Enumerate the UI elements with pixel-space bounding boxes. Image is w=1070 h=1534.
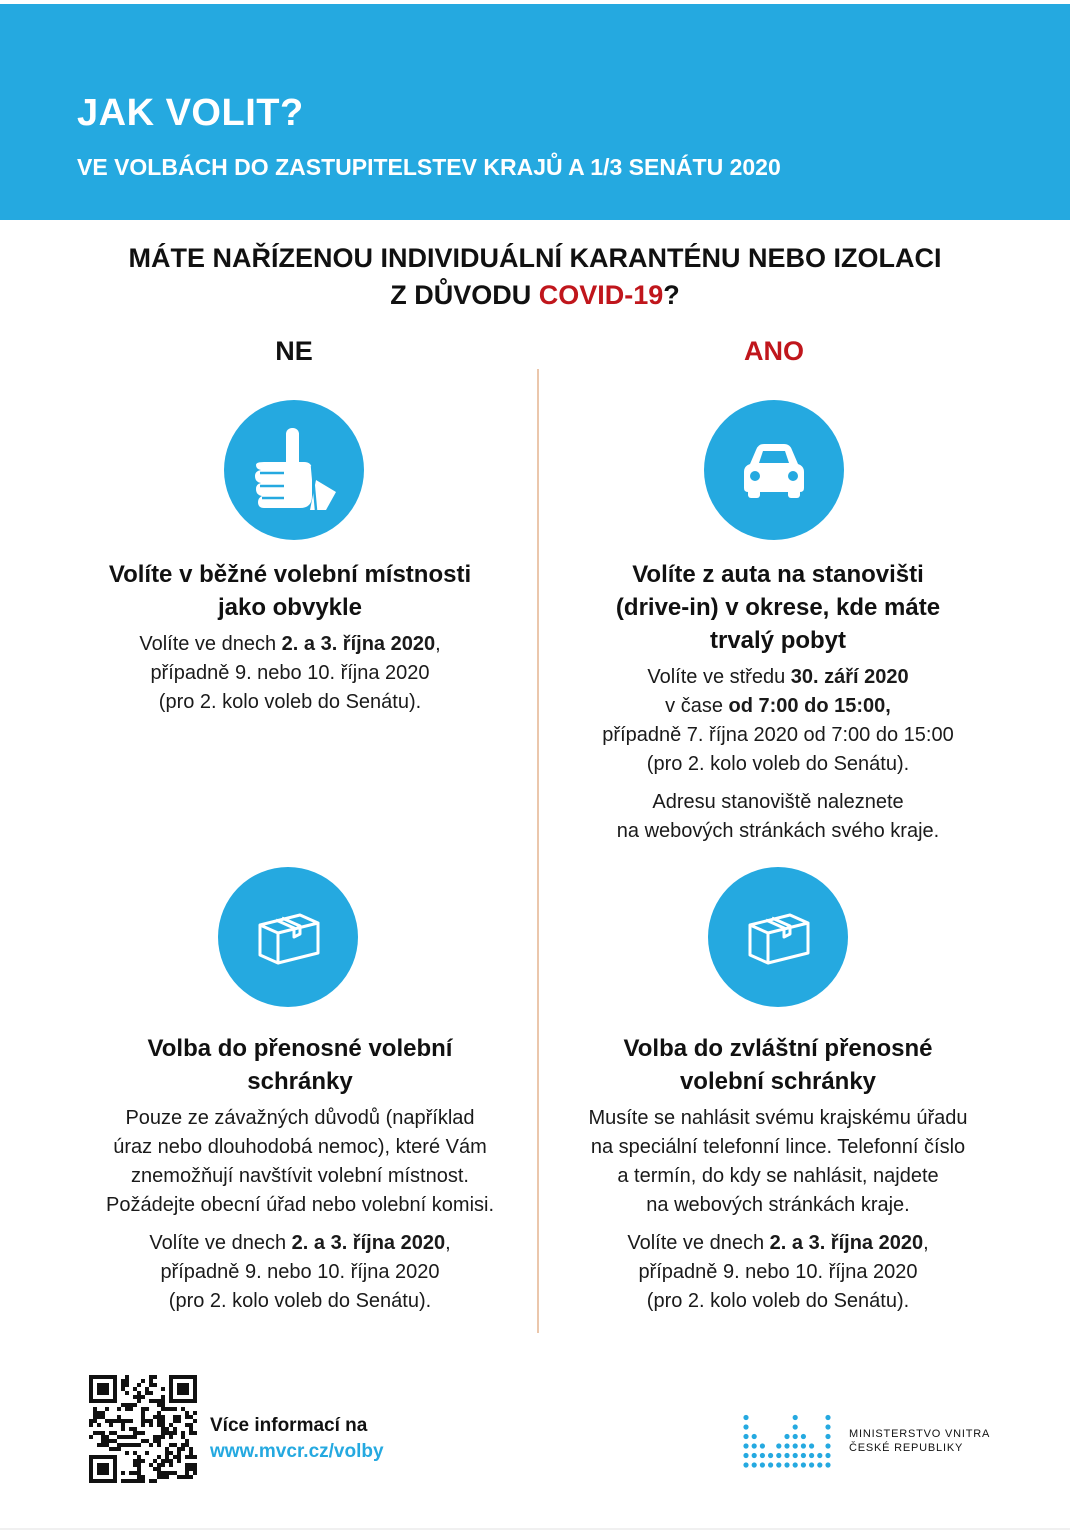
special-l1-pre: Volíte ve dnech	[627, 1232, 770, 1254]
qr-code[interactable]	[89, 1375, 197, 1483]
ministry-name	[849, 1427, 990, 1455]
box-icon	[708, 867, 848, 1007]
drivein-title-3: trvalý pobyt	[709, 627, 847, 654]
portable-l1-pre: Volíte ve dnech	[149, 1232, 292, 1254]
bottom-rule	[0, 1528, 1070, 1530]
car-icon	[704, 400, 844, 540]
drivein-title-1: Volíte z auta na stanovišti	[632, 561, 924, 588]
block-portable	[70, 1032, 530, 1316]
portable-l1-bold: 2. a 3. října 2020	[291, 1232, 446, 1254]
box-icon	[218, 867, 358, 1007]
drivein-line-1	[553, 663, 1003, 692]
regular-l1-bold: 2. a 3. října 2020	[281, 633, 436, 655]
block-drive-in	[553, 558, 1003, 846]
covid-highlight: COVID-19	[538, 280, 664, 310]
special-title-1: Volba do zvláštní přenosné	[623, 1035, 933, 1062]
special-title-2: volební schránky	[679, 1068, 877, 1095]
regular-l1-pre: Volíte ve dnech	[139, 633, 282, 655]
portable-line-2: případně 9. nebo 10. října 2020	[160, 1261, 440, 1283]
column-head-yes: ANO	[744, 336, 804, 366]
drivein-l2-bold: od 7:00 do 15:00,	[728, 695, 891, 717]
portable-line-3: (pro 2. kolo voleb do Senátu).	[168, 1290, 432, 1312]
more-info-label: Více informací na	[210, 1415, 368, 1436]
portable-desc-4: Požádejte obecní úřad nebo volební komisi.	[105, 1194, 495, 1216]
special-desc-1: Musíte se nahlásit svému krajskému úřadu	[588, 1107, 968, 1129]
page-title: JAK VOLIT?	[77, 92, 304, 134]
question-line-1: MÁTE NAŘÍZENOU INDIVIDUÁLNÍ KARANTÉNU NEBO IZOLACI	[128, 243, 942, 273]
ministry-logo-mark	[742, 1400, 834, 1472]
regular-line-2: případně 9. nebo 10. října 2020	[150, 662, 430, 684]
question-line-2	[0, 277, 1070, 314]
drivein-note-2: na webových stránkách svého kraje.	[616, 820, 940, 842]
drivein-title-2: (drive-in) v okrese, kde máte	[615, 594, 941, 621]
drivein-line-3: případně 7. října 2020 od 7:00 do 15:00	[602, 724, 954, 746]
drivein-note-1: Adresu stanoviště naleznete	[652, 791, 904, 813]
drivein-line-4: (pro 2. kolo voleb do Senátu).	[646, 753, 910, 775]
special-line-1	[553, 1229, 1003, 1258]
regular-line-3: (pro 2. kolo voleb do Senátu).	[158, 691, 422, 713]
regular-l1-post: ,	[435, 633, 441, 655]
column-head-no: NE	[275, 336, 313, 366]
portable-title-2: schránky	[247, 1068, 353, 1095]
special-desc-3: a termín, do kdy se nahlásit, najdete	[617, 1165, 939, 1187]
special-l1-post: ,	[923, 1232, 929, 1254]
page-subtitle: VE VOLBÁCH DO ZASTUPITELSTEV KRAJŮ A 1/3 SENÁTU 2020	[77, 154, 781, 180]
drivein-l1-pre: Volíte ve středu	[647, 666, 791, 688]
more-info-link[interactable]: www.mvcr.cz/volby	[210, 1441, 384, 1462]
block-special	[553, 1032, 1003, 1316]
question-suffix: ?	[663, 280, 680, 310]
main-question	[0, 240, 1070, 314]
special-line-3: (pro 2. kolo voleb do Senátu).	[646, 1290, 910, 1312]
special-desc-4: na webových stránkách kraje.	[646, 1194, 910, 1216]
regular-line-1	[70, 630, 510, 659]
block-regular	[70, 558, 510, 717]
portable-l1-post: ,	[445, 1232, 451, 1254]
drivein-l2-pre: v čase	[665, 695, 729, 717]
header-banner	[0, 4, 1070, 220]
regular-title-1: Volíte v běžné volební místnosti	[108, 561, 472, 588]
ministry-line-2: ČESKÉ REPUBLIKY	[849, 1442, 964, 1454]
question-prefix: Z DŮVODU	[390, 280, 539, 310]
thumbs-up-icon	[224, 400, 364, 540]
drivein-l1-bold: 30. září 2020	[790, 666, 909, 688]
drivein-line-2	[553, 692, 1003, 721]
portable-title-1: Volba do přenosné volební	[147, 1035, 453, 1062]
ministry-line-1: MINISTERSTVO VNITRA	[849, 1428, 991, 1440]
special-line-2: případně 9. nebo 10. října 2020	[638, 1261, 918, 1283]
portable-line-1	[70, 1229, 530, 1258]
regular-title-2: jako obvykle	[217, 594, 363, 621]
portable-desc-3: znemožňují navštívit volební místnost.	[131, 1165, 469, 1187]
portable-desc-1: Pouze ze závažných důvodů (například	[125, 1107, 475, 1129]
special-desc-2: na speciální telefonní lince. Telefonní číslo	[590, 1136, 966, 1158]
column-divider	[537, 369, 539, 1333]
portable-desc-2: úraz nebo dlouhodobá nemoc), které Vám	[113, 1136, 487, 1158]
special-l1-bold: 2. a 3. října 2020	[769, 1232, 924, 1254]
